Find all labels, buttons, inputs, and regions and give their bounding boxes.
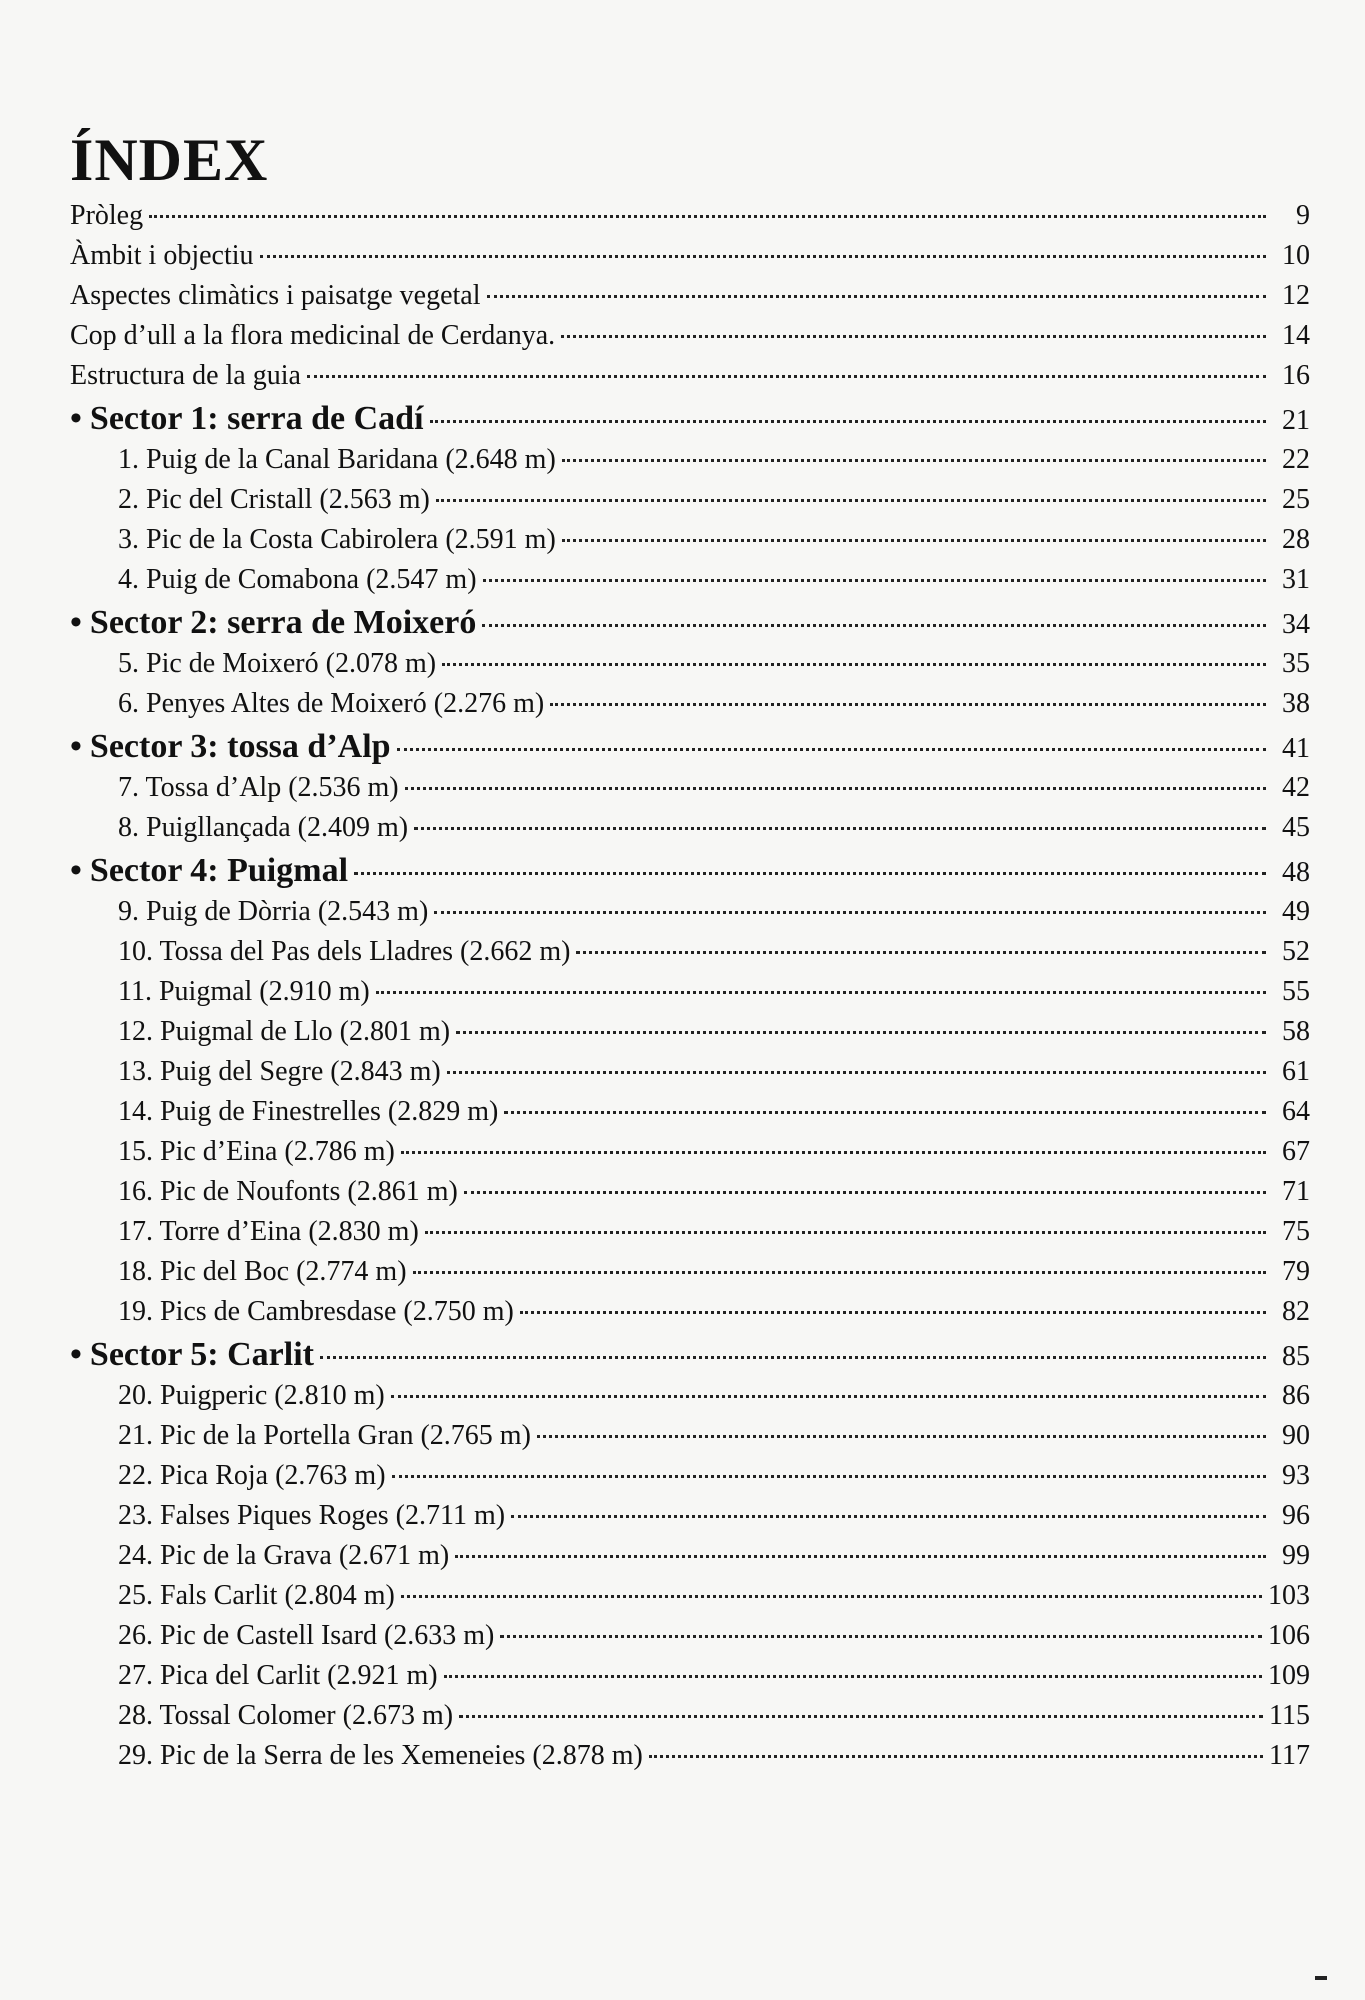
leader-dots	[376, 991, 1266, 994]
toc-entry[interactable]	[70, 1136, 1310, 1176]
toc-entry-label: 4. Puig de Comabona (2.547 m)	[118, 564, 477, 595]
leader-dots	[483, 579, 1266, 582]
toc-section-heading[interactable]	[70, 400, 1310, 444]
toc-entry[interactable]	[70, 648, 1310, 688]
toc-section-heading[interactable]	[70, 852, 1310, 896]
leader-dots	[455, 1555, 1266, 1558]
toc-entry[interactable]	[70, 280, 1310, 320]
toc-entry-label: 22. Pica Roja (2.763 m)	[118, 1460, 386, 1491]
toc-entry[interactable]	[70, 976, 1310, 1016]
leader-dots	[550, 703, 1266, 706]
toc-entry[interactable]	[70, 360, 1310, 400]
toc-entry-label: 24. Pic de la Grava (2.671 m)	[118, 1540, 450, 1571]
toc-entry-label: 8. Puigllançada (2.409 m)	[118, 812, 409, 843]
toc-page-number: 99	[1282, 1540, 1310, 1571]
leader-dots	[401, 1595, 1262, 1598]
toc-page-number: 58	[1282, 1016, 1310, 1047]
toc-page-number: 48	[1282, 857, 1310, 888]
leader-dots	[434, 911, 1266, 914]
bullet-icon: •	[70, 852, 82, 889]
leader-dots	[562, 459, 1266, 462]
leader-dots	[391, 1395, 1266, 1398]
toc-page-number: 64	[1282, 1096, 1310, 1127]
leader-dots	[405, 787, 1266, 790]
toc-page-number: 71	[1282, 1176, 1310, 1207]
section-label: Sector 3: tossa d’Alp	[89, 728, 391, 765]
toc-entry[interactable]	[70, 320, 1310, 360]
toc-page-number: 109	[1268, 1660, 1310, 1691]
toc-entry-label: Àmbit i objectiu	[70, 240, 254, 271]
toc-entry[interactable]	[70, 1700, 1310, 1740]
leader-dots	[444, 1675, 1262, 1678]
toc-entry[interactable]	[70, 1660, 1310, 1700]
toc-entry[interactable]	[70, 896, 1310, 936]
toc-page-number: 82	[1282, 1296, 1310, 1327]
leader-dots	[504, 1111, 1266, 1114]
leader-dots	[487, 295, 1266, 298]
leader-dots	[649, 1755, 1263, 1758]
leader-dots	[442, 663, 1266, 666]
leader-dots	[397, 748, 1266, 751]
page-corner-mark	[1315, 1976, 1327, 1980]
toc-entry-label: 15. Pic d’Eina (2.786 m)	[118, 1136, 395, 1167]
toc-entry[interactable]	[70, 688, 1310, 728]
toc-page-number: 31	[1282, 564, 1310, 595]
bullet-icon: •	[70, 604, 82, 641]
toc-entry[interactable]	[70, 772, 1310, 812]
leader-dots	[576, 951, 1266, 954]
toc-entry-label: 7. Tossa d’Alp (2.536 m)	[118, 772, 399, 803]
toc-page-number: 21	[1282, 405, 1310, 436]
toc-entry[interactable]	[70, 1296, 1310, 1336]
toc-page-number: 86	[1282, 1380, 1310, 1411]
toc-entry-label: 21. Pic de la Portella Gran (2.765 m)	[118, 1420, 531, 1451]
toc-entry-label: 29. Pic de la Serra de les Xemeneies (2.878 m)	[118, 1740, 643, 1771]
section-label: Sector 2: serra de Moixeró	[89, 604, 477, 641]
toc-entry-label: Cop d’ull a la flora medicinal de Cerdanya.	[70, 320, 556, 351]
toc-page-number: 96	[1282, 1500, 1310, 1531]
toc-entry[interactable]	[70, 1016, 1310, 1056]
leader-dots	[307, 375, 1266, 378]
leader-dots	[430, 420, 1266, 423]
toc-entry[interactable]	[70, 1176, 1310, 1216]
toc-page-number: 42	[1282, 772, 1310, 803]
toc-entry[interactable]	[70, 1740, 1310, 1780]
toc-entry-label: 3. Pic de la Costa Cabirolera (2.591 m)	[118, 524, 556, 555]
bullet-icon: •	[70, 1336, 82, 1373]
toc-entry-label: 26. Pic de Castell Isard (2.633 m)	[118, 1620, 495, 1651]
toc-section-heading[interactable]	[70, 1336, 1310, 1380]
toc-entry-label: 19. Pics de Cambresdase (2.750 m)	[118, 1296, 514, 1327]
toc-entry[interactable]	[70, 1540, 1310, 1580]
toc-page-number: 61	[1282, 1056, 1310, 1087]
leader-dots	[401, 1151, 1266, 1154]
leader-dots	[456, 1031, 1266, 1034]
toc-page-number: 25	[1282, 484, 1310, 515]
leader-dots	[482, 624, 1266, 627]
section-label: Sector 4: Puigmal	[89, 852, 349, 889]
toc-page-number: 90	[1282, 1420, 1310, 1451]
leader-dots	[562, 539, 1266, 542]
toc-entry-label: Pròleg	[70, 200, 144, 231]
toc-entry[interactable]	[70, 524, 1310, 564]
toc-entry-label: 18. Pic del Boc (2.774 m)	[118, 1256, 407, 1287]
toc-page-number: 12	[1282, 280, 1310, 311]
toc-page-number: 28	[1282, 524, 1310, 555]
toc-page-number: 93	[1282, 1460, 1310, 1491]
toc-page-number: 45	[1282, 812, 1310, 843]
leader-dots	[537, 1435, 1266, 1438]
toc-entry[interactable]	[70, 1256, 1310, 1296]
toc-page-number: 106	[1268, 1620, 1310, 1651]
leader-dots	[320, 1356, 1266, 1359]
toc-page-number: 52	[1282, 936, 1310, 967]
toc-page-number: 55	[1282, 976, 1310, 1007]
leader-dots	[149, 215, 1266, 218]
toc-entry-label: 2. Pic del Cristall (2.563 m)	[118, 484, 430, 515]
toc-entry[interactable]	[70, 1380, 1310, 1420]
toc-entry[interactable]	[70, 1500, 1310, 1540]
leader-dots	[447, 1071, 1266, 1074]
section-label: Sector 1: serra de Cadí	[89, 400, 424, 437]
toc-section-heading[interactable]	[70, 728, 1310, 772]
toc-entry[interactable]	[70, 1580, 1310, 1620]
toc-page-number: 117	[1269, 1740, 1310, 1771]
toc-entry-label: 5. Pic de Moixeró (2.078 m)	[118, 648, 437, 679]
toc-entry[interactable]	[70, 444, 1310, 484]
toc-entry[interactable]	[70, 1460, 1310, 1500]
toc-page-number: 35	[1282, 648, 1310, 679]
leader-dots	[459, 1715, 1263, 1718]
toc-entry[interactable]	[70, 564, 1310, 604]
toc-entry-label: 1. Puig de la Canal Baridana (2.648 m)	[118, 444, 556, 475]
bullet-icon: •	[70, 400, 82, 437]
toc-entry[interactable]	[70, 240, 1310, 280]
toc-page-number: 9	[1296, 200, 1310, 231]
bullet-icon: •	[70, 728, 82, 765]
toc-page-number: 34	[1282, 609, 1310, 640]
leader-dots	[354, 872, 1266, 875]
toc-entry-label: 11. Puigmal (2.910 m)	[118, 976, 370, 1007]
toc-entry[interactable]	[70, 1216, 1310, 1256]
toc-entry-label: 9. Puig de Dòrria (2.543 m)	[118, 896, 429, 927]
table-of-contents	[70, 200, 1310, 1780]
toc-entry-label: 27. Pica del Carlit (2.921 m)	[118, 1660, 438, 1691]
leader-dots	[260, 255, 1266, 258]
leader-dots	[511, 1515, 1266, 1518]
leader-dots	[414, 827, 1266, 830]
toc-page-number: 115	[1269, 1700, 1310, 1731]
toc-entry[interactable]	[70, 812, 1310, 852]
toc-page-number: 41	[1282, 733, 1310, 764]
toc-entry[interactable]	[70, 1620, 1310, 1660]
toc-page-number: 49	[1282, 896, 1310, 927]
toc-entry-label: 16. Pic de Noufonts (2.861 m)	[118, 1176, 458, 1207]
toc-entry[interactable]	[70, 936, 1310, 976]
toc-page-number: 22	[1282, 444, 1310, 475]
leader-dots	[425, 1231, 1266, 1234]
section-label: Sector 5: Carlit	[89, 1336, 314, 1373]
toc-page-number: 75	[1282, 1216, 1310, 1247]
toc-page-number: 67	[1282, 1136, 1310, 1167]
leader-dots	[436, 499, 1266, 502]
toc-entry[interactable]	[70, 1420, 1310, 1460]
toc-section-heading[interactable]	[70, 604, 1310, 648]
leader-dots	[392, 1475, 1266, 1478]
toc-entry-label: 25. Fals Carlit (2.804 m)	[118, 1580, 395, 1611]
toc-page-number: 79	[1282, 1256, 1310, 1287]
toc-entry-label: 13. Puig del Segre (2.843 m)	[118, 1056, 441, 1087]
toc-entry-label: 14. Puig de Finestrelles (2.829 m)	[118, 1096, 499, 1127]
toc-entry-label: Aspectes climàtics i paisatge vegetal	[70, 280, 481, 311]
toc-page-number: 103	[1268, 1580, 1310, 1611]
leader-dots	[464, 1191, 1266, 1194]
leader-dots	[520, 1311, 1266, 1314]
toc-page-number: 85	[1282, 1341, 1310, 1372]
toc-entry-label: 6. Penyes Altes de Moixeró (2.276 m)	[118, 688, 545, 719]
toc-page-number: 10	[1282, 240, 1310, 271]
toc-entry-label: 17. Torre d’Eina (2.830 m)	[118, 1216, 419, 1247]
toc-entry-label: Estructura de la guia	[70, 360, 301, 391]
toc-entry-label: 23. Falses Piques Roges (2.711 m)	[118, 1500, 506, 1531]
leader-dots	[500, 1635, 1262, 1638]
toc-entry[interactable]	[70, 1056, 1310, 1096]
toc-entry-label: 12. Puigmal de Llo (2.801 m)	[118, 1016, 451, 1047]
toc-page-number: 14	[1282, 320, 1310, 351]
toc-entry-label: 10. Tossa del Pas dels Lladres (2.662 m)	[118, 936, 571, 967]
leader-dots	[413, 1271, 1266, 1274]
toc-entry[interactable]	[70, 1096, 1310, 1136]
page-title: ÍNDEX	[70, 127, 269, 194]
toc-entry-label: 28. Tossal Colomer (2.673 m)	[118, 1700, 454, 1731]
toc-page-number: 16	[1282, 360, 1310, 391]
toc-entry[interactable]	[70, 484, 1310, 524]
toc-page-number: 38	[1282, 688, 1310, 719]
toc-entry[interactable]	[70, 200, 1310, 240]
leader-dots	[561, 335, 1266, 338]
toc-entry-label: 20. Puigperic (2.810 m)	[118, 1380, 385, 1411]
